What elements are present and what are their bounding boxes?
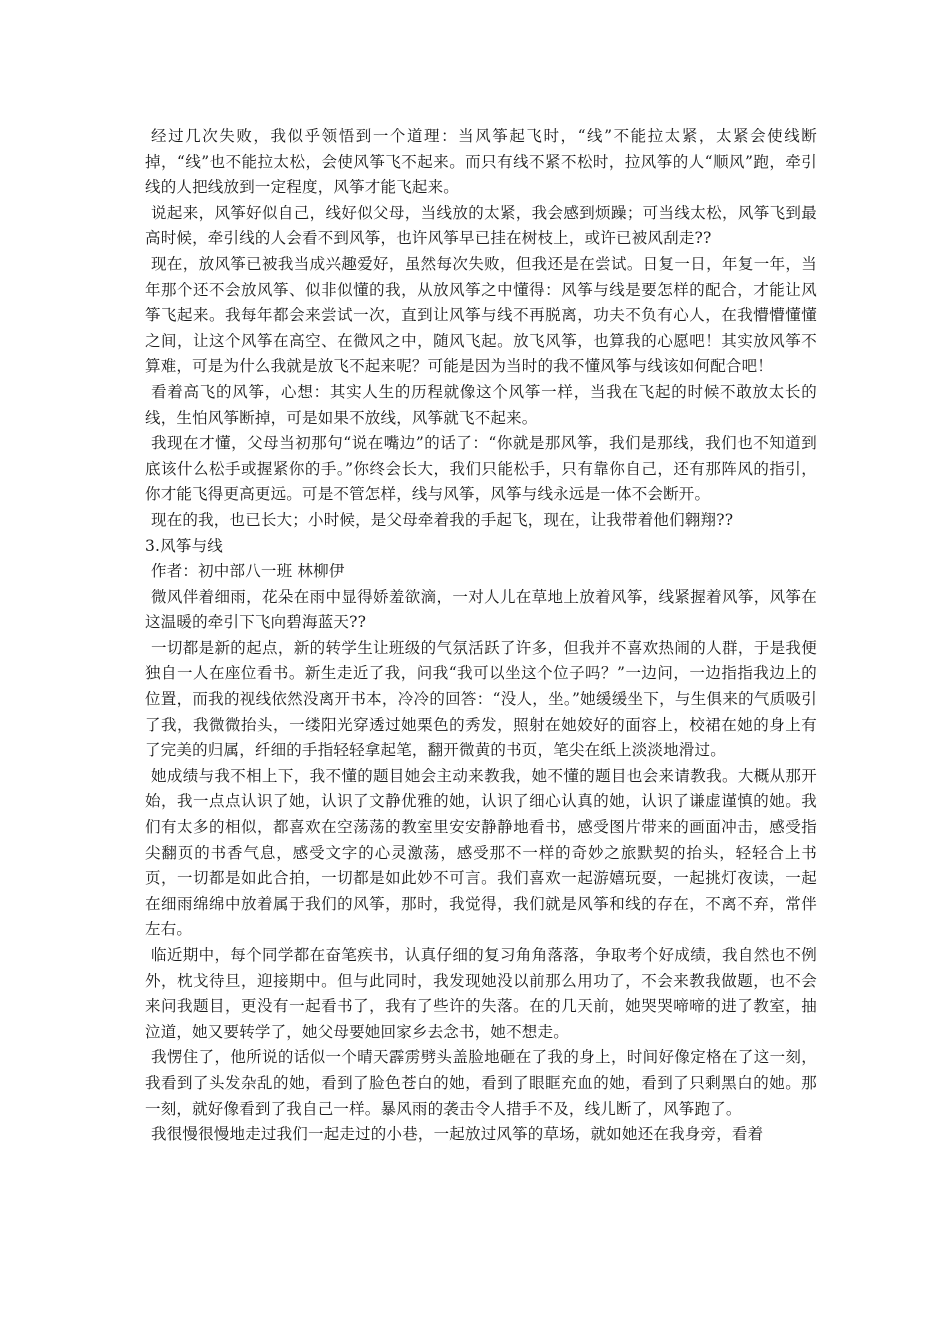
paragraph: 临近期中，每个同学都在奋笔疾书，认真仔细的复习角角落落，争取考个好成绩，我自然也不例外，枕戈待旦，迎接期中。但与此同时，我发现她没以前那么用功了，不会来教我做题，也不会来问我题目，更没有一起看书了，我有了些许的失落。在的几天前，她哭哭啼啼的进了教室，抽泣道，她又要转学了，她父母要她回家乡去念书，她不想走。 <box>145 946 817 1041</box>
document-page <box>145 124 817 1148</box>
paragraph: 她成绩与我不相上下，我不懂的题目她会主动来教我，她不懂的题目也会来请教我。大概从那开始，我一点点认识了她，认识了文静优雅的她，认识了细心认真的她，认识了谦虚谨慎的她。我们有太多的相似，都喜欢在空荡荡的教室里安安静静地看书，感受图片带来的画面冲击，感受指尖翻页的书香气息，感受文字的心灵激荡，感受那不一样的奇妙之旅默契的抬头，轻轻合上书页，一切都是如此合拍，一切都是如此妙不可言。我们喜欢一起游嬉玩耍，一起挑灯夜读，一起在细雨绵绵中放着属于我们的风筝，那时，我觉得，我们就是风筝和线的存在，不离不弃，常伴左右。 <box>145 766 817 939</box>
paragraph: 我很慢很慢地走过我们一起走过的小巷，一起放过风筝的草场，就如她还在我身旁，看着 <box>151 1125 764 1144</box>
paragraph: 看着高飞的风筝，心想：其实人生的历程就像这个风筝一样，当我在飞起的时候不敢放太长的线，生怕风筝断掉，可是如果不放线，风筝就飞不起来。 <box>145 382 817 427</box>
paragraph: 现在，放风筝已被我当成兴趣爱好，虽然每次失败，但我还是在尝试。日复一日，年复一年，当年那个还不会放风筝、似非似懂的我，从放风筝之中懂得：风筝与线是要怎样的配合，才能让风筝飞起来。我每年都会来尝试一次，直到让风筝与线不再脱离，功夫不负有心人，在我懵懵懂懂之间，让这个风筝在高空、在微风之中，随风飞起。放飞风筝，也算我的心愿吧！其实放风筝不算难，可是为什么我就是放飞不起来呢？可能是因为当时的我不懂风筝与线该如何配合吧！ <box>145 254 817 376</box>
paragraph: 说起来，风筝好似自己，线好似父母，当线放的太紧，我会感到烦躁；可当线太松，风筝飞到最高时候，牵引线的人会看不到风筝，也许风筝早已挂在树枝上，或许已被风刮走?? <box>145 203 817 248</box>
paragraph: 经过几次失败，我似乎领悟到一个道理：当风筝起飞时，“线”不能拉太紧，太紧会使线断掉，“线”也不能拉太松，会使风筝飞不起来。而只有线不紧不松时，拉风筝的人“顺风”跑，牵引线的人把线放到一定程度，风筝才能飞起来。 <box>145 127 817 197</box>
author-line: 作者：初中部八一班 林柳伊 <box>151 562 345 581</box>
paragraph: 现在的我，也已长大；小时候，是父母牵着我的手起飞，现在，让我带着他们翱翔?? <box>151 510 734 529</box>
paragraph: 我现在才懂，父母当初那句“说在嘴边”的话了：“你就是那风筝，我们是那线，我们也不知道到底该什么松手或握紧你的手。”你终会长大，我们只能松手，只有靠你自己，还有那阵风的指引，你才能飞得更高更远。可是不管怎样，线与风筝，风筝与线永远是一体不会断开。 <box>145 434 817 504</box>
paragraph: 一切都是新的起点，新的转学生让班级的气氛活跃了许多，但我并不喜欢热闹的人群，于是我便独自一人在座位看书。新生走近了我，问我“我可以坐这个位子吗？”一边问，一边指指我边上的位置，而我的视线依然没离开书本，冷冷的回答：“没人，坐。”她缓缓坐下，与生俱来的气质吸引了我，我微微抬头，一缕阳光穿透过她栗色的秀发，照射在她姣好的面容上，校裙在她的身上有了完美的归属，纤细的手指轻轻拿起笔，翻开微黄的书页，笔尖在纸上淡淡地滑过。 <box>145 638 817 760</box>
paragraph: 我愣住了，他所说的话似一个晴天霹雳劈头盖脸地砸在了我的身上，时间好像定格在了这一刻，我看到了头发杂乱的她，看到了脸色苍白的她，看到了眼眶充血的她，看到了只剩黑白的她。那一刻，就好像看到了我自己一样。暴风雨的袭击令人措手不及，线儿断了，风筝跑了。 <box>145 1048 817 1118</box>
section-heading: 3.风筝与线 <box>145 536 223 555</box>
paragraph: 微风伴着细雨，花朵在雨中显得娇羞欲滴，一对人儿在草地上放着风筝，线紧握着风筝，风筝在这温暖的牵引下飞向碧海蓝天?? <box>145 587 817 632</box>
